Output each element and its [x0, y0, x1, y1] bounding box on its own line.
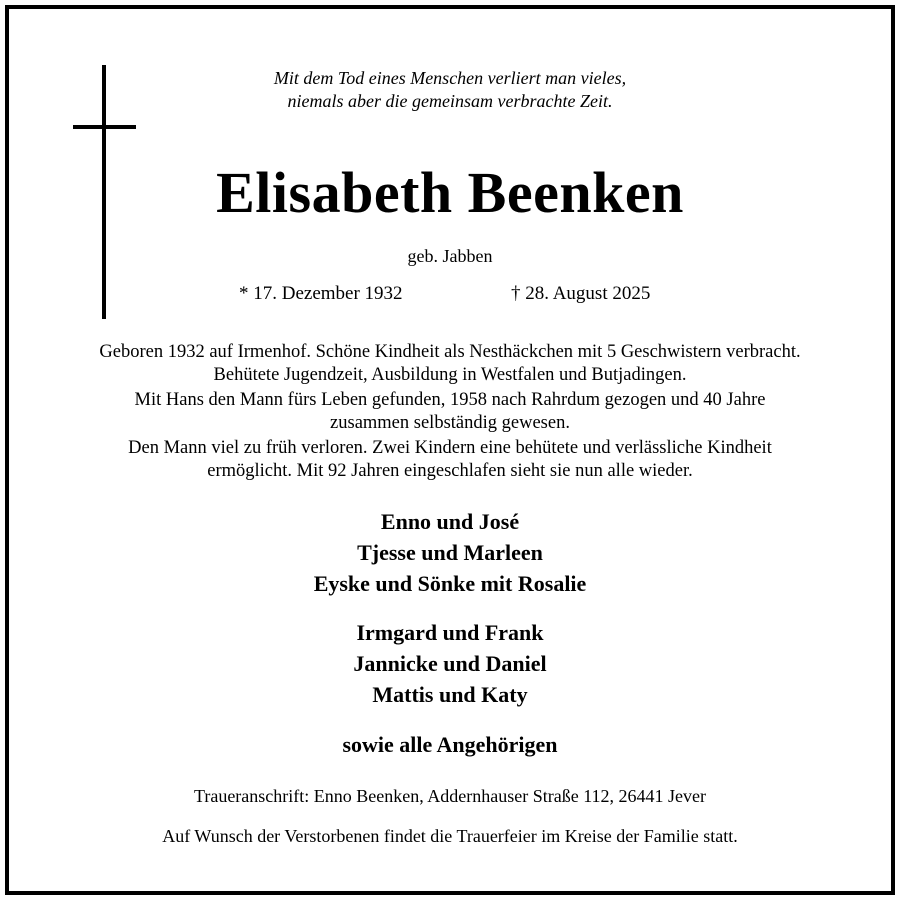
biography-line: Geboren 1932 auf Irmenhof. Schöne Kindheit als Nesthäckchen mit 5 Geschwistern verbracht.	[99, 342, 801, 362]
funeral-note: Auf Wunsch der Verstorbenen findet die Trauerfeier im Kreise der Familie statt.	[162, 826, 738, 846]
quote-line-1: Mit dem Tod eines Menschen verliert man vieles,	[273, 68, 627, 88]
family-member-line: Eyske und Sönke mit Rosalie	[313, 571, 587, 596]
family-member-line: Irmgard und Frank	[356, 620, 544, 645]
deceased-name: Elisabeth Beenken	[216, 160, 684, 225]
biography-line: zusammen selbständig gewesen.	[330, 413, 570, 433]
biography-line: ermöglicht. Mit 92 Jahren eingeschlafen sieht sie nun alle wieder.	[207, 461, 693, 481]
biography-line: Behütete Jugendzeit, Ausbildung in Westfalen und Butjadingen.	[213, 365, 687, 385]
family-member-line: Enno und José	[380, 509, 520, 534]
quote-line-2: niemals aber die gemeinsam verbrachte Zeit.	[287, 91, 613, 111]
birth-date: * 17. Dezember 1932	[239, 283, 403, 304]
family-member-line: Mattis und Katy	[372, 682, 528, 707]
mourning-address: Traueranschrift: Enno Beenken, Addernhauser Straße 112, 26441 Jever	[193, 786, 707, 806]
family-member-line: Tjesse und Marleen	[357, 540, 543, 565]
family-member-line: Jannicke und Daniel	[353, 651, 547, 676]
death-date: † 28. August 2025	[511, 283, 651, 304]
birth-name: geb. Jabben	[407, 246, 493, 266]
biography-line: Mit Hans den Mann fürs Leben gefunden, 1958 nach Rahrdum gezogen und 40 Jahre	[134, 390, 766, 410]
cross-horizontal-bar	[73, 125, 136, 129]
relatives-line: sowie alle Angehörigen	[342, 732, 558, 757]
biography-line: Den Mann viel zu früh verloren. Zwei Kindern eine behütete und verlässliche Kindheit	[128, 438, 772, 458]
